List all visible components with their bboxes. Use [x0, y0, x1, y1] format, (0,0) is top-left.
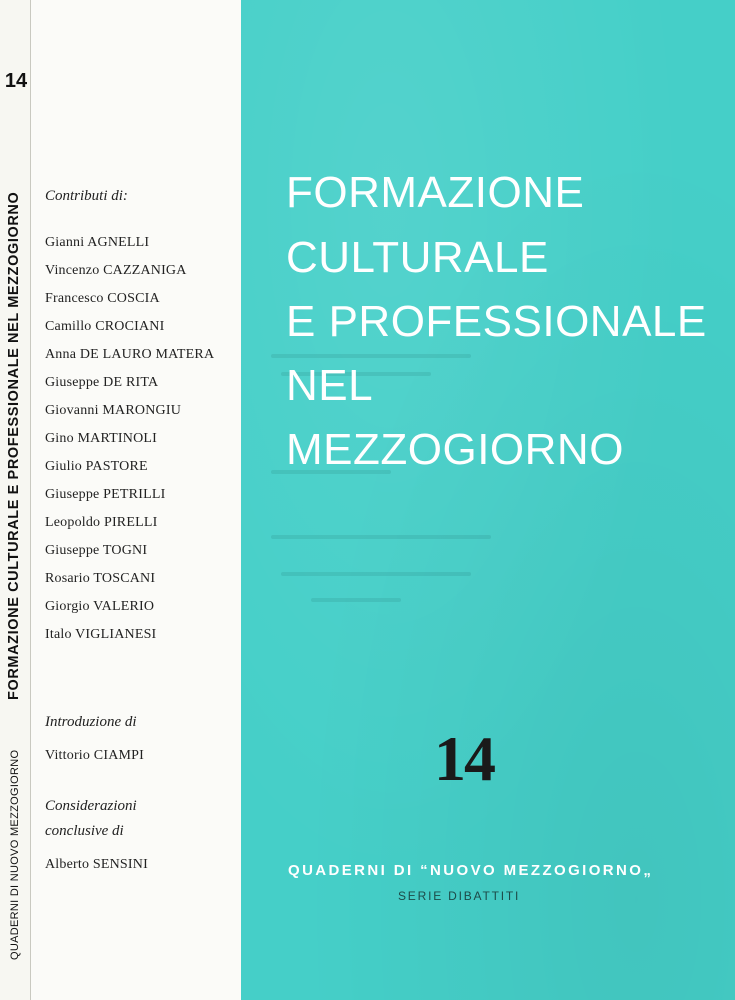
- conclusion-author: Alberto SENSINI: [45, 857, 148, 872]
- book-spine: [0, 0, 31, 1000]
- introduction-heading: Introduzione di: [45, 714, 137, 730]
- contributor-name: Giulio PASTORE: [45, 459, 148, 474]
- contributor-name: Rosario TOSCANI: [45, 571, 156, 586]
- contributor-name: Anna DE LAURO MATERA: [45, 347, 215, 362]
- cover-title-line: MEZZOGIORNO: [286, 425, 624, 474]
- spine-series: QUADERNI DI NUOVO MEZZOGIORNO: [9, 749, 21, 960]
- contributor-name: Giuseppe DE RITA: [45, 375, 159, 390]
- contributor-name: Giuseppe PETRILLI: [45, 487, 166, 502]
- cover-title-line: CULTURALE: [286, 233, 549, 282]
- series-title: QUADERNI DI “NUOVO MEZZOGIORNO„: [288, 862, 654, 879]
- contributor-name: Vincenzo CAZZANIGA: [45, 263, 187, 278]
- cover-issue-number: 14: [434, 723, 494, 794]
- contributor-name: Giuseppe TOGNI: [45, 543, 148, 558]
- series-subtitle: SERIE DIBATTITI: [398, 889, 521, 903]
- contributor-name: Francesco COSCIA: [45, 291, 160, 306]
- contributor-name: Italo VIGLIANESI: [45, 627, 157, 642]
- introduction-author: Vittorio CIAMPI: [45, 748, 144, 763]
- contributor-name: Giovanni MARONGIU: [45, 403, 182, 418]
- cover-title-line: FORMAZIONE: [286, 168, 585, 217]
- cover-title-line: NEL: [286, 361, 374, 410]
- spine-issue-number: 14: [4, 70, 28, 92]
- contributor-name: Gino MARTINOLI: [45, 431, 158, 446]
- contributor-name: Giorgio VALERIO: [45, 599, 155, 614]
- contributors-heading: Contributi di:: [45, 188, 128, 204]
- show-through-texture: [241, 0, 735, 1000]
- conclusion-heading: Considerazioni: [45, 798, 137, 814]
- contributor-name: Gianni AGNELLI: [45, 235, 150, 250]
- contributor-name: Leopoldo PIRELLI: [45, 515, 158, 530]
- spine-title: FORMAZIONE CULTURALE E PROFESSIONALE NEL MEZZOGIORNO: [6, 191, 22, 700]
- front-cover: [241, 0, 735, 1000]
- cover-title-line: E PROFESSIONALE: [286, 297, 707, 346]
- conclusion-heading: conclusive di: [45, 823, 124, 839]
- contributor-name: Camillo CROCIANI: [45, 319, 165, 334]
